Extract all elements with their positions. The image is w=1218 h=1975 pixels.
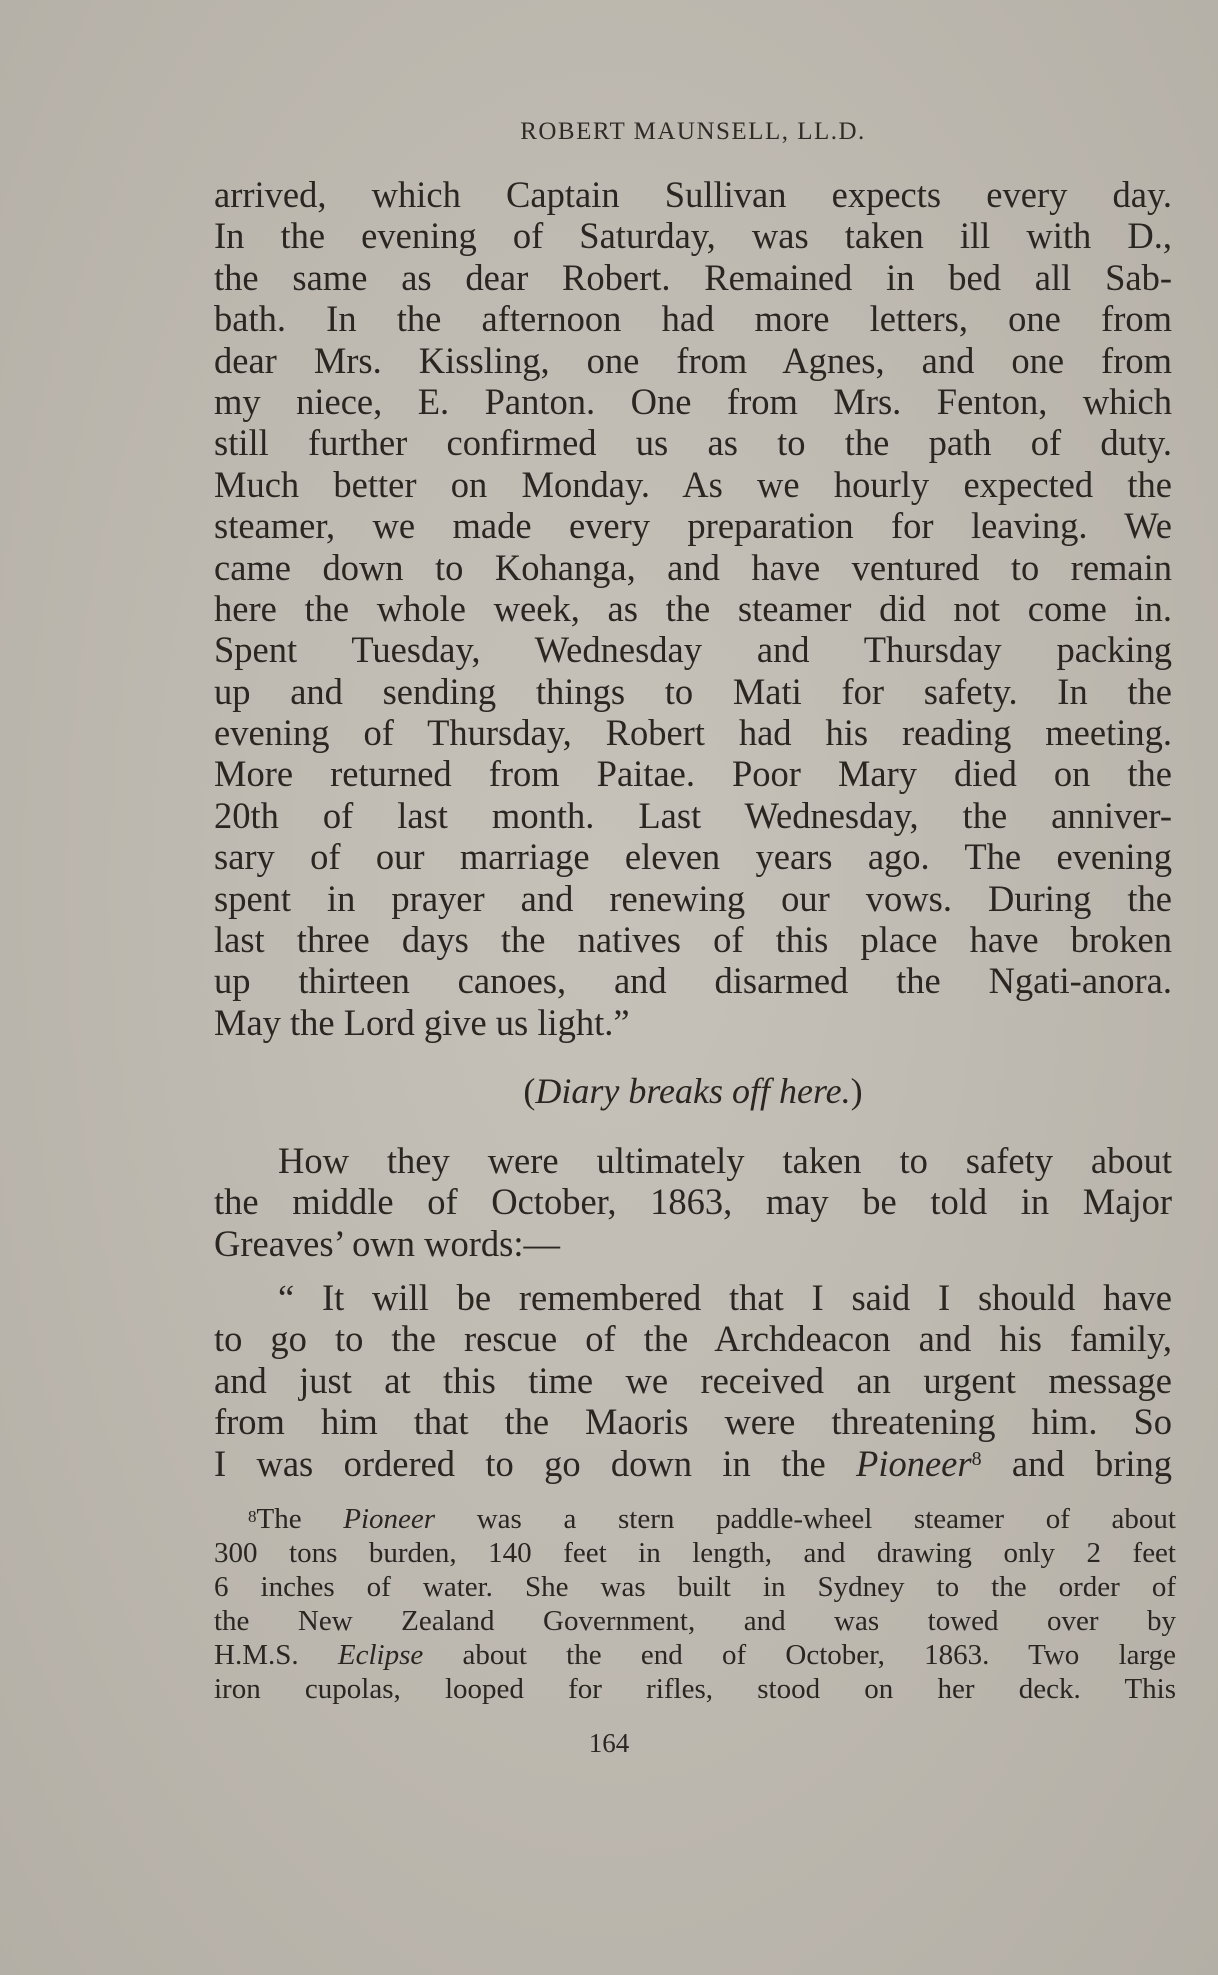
text-segment: was a stern paddle-wheel steamer of about <box>435 1503 1176 1535</box>
ship-name: Pioneer <box>856 1442 972 1484</box>
text-line: In the evening of Saturday, was taken ill with D., <box>214 215 1172 257</box>
page-number: 164 <box>588 1728 630 1758</box>
text-line: steamer, we made every preparation for leaving. We <box>214 505 1172 547</box>
text-line: the middle of October, 1863, may be told in Major <box>214 1181 1172 1223</box>
text-line: bath. In the afternoon had more letters, one from <box>214 298 1172 340</box>
text-line: How they were ultimately taken to safety about <box>278 1140 1172 1181</box>
footnote-line: iron cupolas, looped for rifles, stood on her deck. This <box>214 1673 1176 1705</box>
footnote-line: 300 tons burden, 140 feet in length, and drawing only 2 feet <box>214 1537 1176 1569</box>
text-line: May the Lord give us light.” <box>214 1001 630 1043</box>
footnote-marker: 8 <box>248 1507 257 1526</box>
text-segment: and bring <box>981 1442 1172 1484</box>
text-line: evening of Thursday, Robert had his reading meeting. <box>214 712 1172 754</box>
text-line: here the whole week, as the steamer did not come in. <box>214 587 1172 629</box>
quotation-paragraph <box>214 1277 1172 1484</box>
text-line: arrived, which Captain Sullivan expects every day. <box>214 174 1172 215</box>
text-line: sary of our marriage eleven years ago. The evening <box>214 836 1172 878</box>
text-line: up thirteen canoes, and disarmed the Ngati-anora. <box>214 960 1172 1002</box>
narrative-paragraph <box>214 1140 1172 1264</box>
text-line: from him that the Maoris were threatening him. So <box>214 1401 1172 1443</box>
text-line: Greaves’ own words:— <box>214 1222 560 1264</box>
diary-paragraph <box>214 174 1172 1043</box>
text-segment: about the end of October, 1863. Two large <box>423 1639 1176 1671</box>
text-line: More returned from Paitae. Poor Mary died on the <box>214 753 1172 795</box>
footnote-line: 6 inches of water. She was built in Sydney to the order of <box>214 1571 1176 1603</box>
text-line: “ It will be remembered that I said I should have <box>278 1277 1172 1318</box>
text-line: and just at this time we received an urgent message <box>214 1359 1172 1401</box>
footnote <box>214 1502 1176 1706</box>
text-line: Much better on Monday. As we hourly expected the <box>214 463 1172 505</box>
text-line: up and sending things to Mati for safety. In the <box>214 670 1172 712</box>
text-line: came down to Kohanga, and have ventured to remain <box>214 546 1172 588</box>
footnote-line <box>214 1638 1176 1672</box>
text-line: spent in prayer and renewing our vows. During the <box>214 877 1172 919</box>
text-segment: The <box>256 1503 344 1535</box>
diary-break-text: Diary breaks off here. <box>535 1071 851 1111</box>
text-segment: H.M.S. <box>214 1639 338 1671</box>
paren-open: ( <box>523 1071 536 1111</box>
paren-close: ) <box>850 1071 863 1111</box>
text-line: Spent Tuesday, Wednesday and Thursday packing <box>214 629 1172 671</box>
text-line: to go to the rescue of the Archdeacon and his family, <box>214 1318 1172 1360</box>
text-line: still further confirmed us as to the path of duty. <box>214 422 1172 464</box>
footnote-line: the New Zealand Government, and was towed over by <box>214 1605 1176 1637</box>
footnote-line <box>214 1502 1176 1536</box>
ship-name: Eclipse <box>337 1639 424 1671</box>
footnote-ref: 8 <box>971 1447 982 1470</box>
text-line: the same as dear Robert. Remained in bed all Sab- <box>214 256 1172 298</box>
ship-name: Pioneer <box>343 1503 436 1535</box>
text-line: 20th of last month. Last Wednesday, the anniver- <box>214 794 1172 836</box>
text-segment: I was ordered to go down in the <box>214 1442 857 1484</box>
text-line <box>214 1443 1172 1484</box>
diary-break-note <box>214 1070 1172 1112</box>
running-head: ROBERT MAUNSELL, LL.D. <box>520 118 866 145</box>
text-line: my niece, E. Panton. One from Mrs. Fenton, which <box>214 380 1172 422</box>
text-line: last three days the natives of this place have broken <box>214 919 1172 961</box>
text-line: dear Mrs. Kissling, one from Agnes, and one from <box>214 339 1172 381</box>
